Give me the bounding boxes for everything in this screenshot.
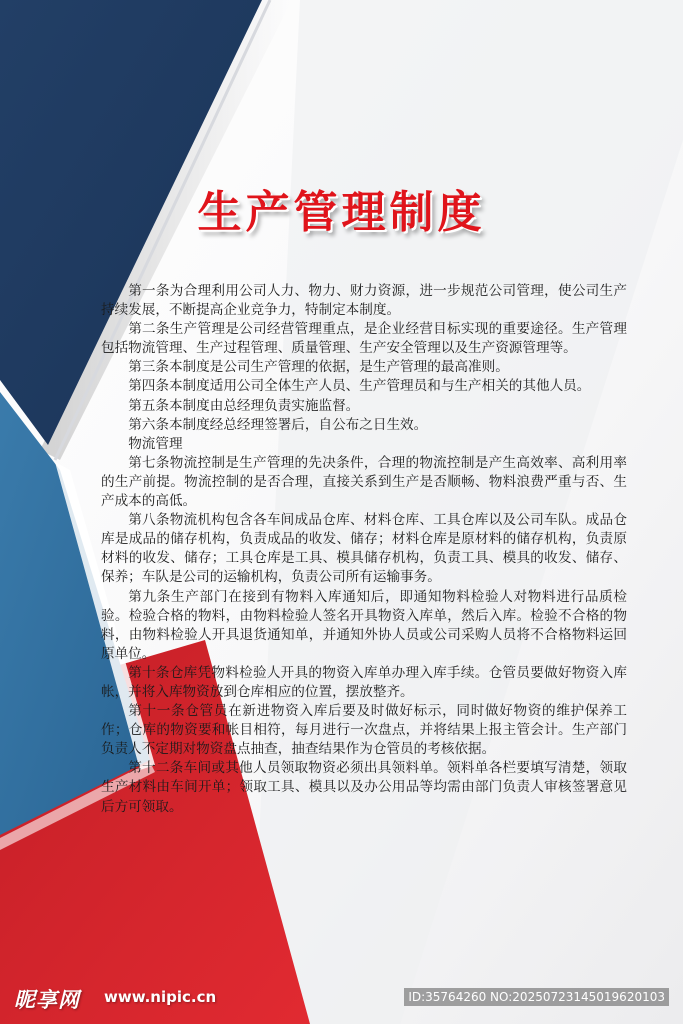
paragraph-article-3: 第三条本制度是公司生产管理的依据，是生产管理的最高准则。 <box>128 359 509 376</box>
paragraph-article-5: 第五条本制度由总经理负责实施监督。 <box>128 397 360 414</box>
paragraph-article-8: 第八条物流机构包含各车间成品仓库、材料仓库、工具仓库以及公司车队。成品仓库是成品的储存机构，负责成品的收发、储存；材料仓库是原材料的储存机构，负责原材料的收发、储存；工具仓库是工具、模具储存机构，负责工具、模具的收发、储存、保养；车队是公司的运输机构，负责公司所有运输事务。 <box>101 512 627 586</box>
paragraph-article-1: 第一条为合理利用公司人力、物力、财力资源，进一步规范公司管理，使公司生产持续发展，不断提高企业竞争力，特制定本制度。 <box>101 283 627 319</box>
paragraph-article-11: 第十一条仓管员在新进物资入库后要及时做好标示，同时做好物资的维护保养工作；仓库的物资要和帐目相符，每月进行一次盘点，并将结果上报主管会计。生产部门负责人不定期对物资盘点抽查，抽查结果作为仓管员的考核依据。 <box>101 703 627 758</box>
section-heading-logistics: 物流管理 <box>128 435 183 452</box>
paragraph-article-9: 第九条生产部门在接到有物料入库通知后，即通知物料检验人对物料进行品质检验。检验合格的物料，由物料检验人签名开具物资入库单，然后入库。检验不合格的物料，由物料检验人开具退货通知单，并通知外协人员或公司采购人员将不合格物料运回原单位。 <box>101 588 627 662</box>
paragraph-article-7: 第七条物流控制是生产管理的先决条件，合理的物流控制是产生高效率、高利用率的生产前提。物流控制的是否合理，直接关系到生产是否顺畅、物料浪费严重与否、生产成本的高低。 <box>101 454 627 510</box>
regulation-body <box>101 282 627 817</box>
paragraph-article-12: 第十二条车间或其他人员领取物资必须出具领料单。领料单各栏要填写清楚，领取生产材料由车间开单；领取工具、模具以及办公用品等均需由部门负责人审核签署意见后方可领取。 <box>101 760 627 815</box>
paragraph-article-2: 第二条生产管理是公司经营管理重点，是企业经营目标实现的重要途径。生产管理包括物流管理、生产过程管理、质量管理、生产安全管理以及生产资源管理等。 <box>101 321 627 357</box>
watermark-logo: 昵享网 <box>14 988 80 1012</box>
watermark-url[interactable]: www.nipic.cn <box>104 988 217 1006</box>
paragraph-article-10: 第十条仓库凭物料检验人开具的物资入库单办理入库手续。仓管员要做好物资入库帐，并将入库物资放到仓库相应的位置，摆放整齐。 <box>101 664 627 700</box>
page-title: 生产管理制度 <box>197 187 486 238</box>
paragraph-article-6: 第六条本制度经总经理签署后，自公布之日生效。 <box>128 416 428 433</box>
paragraph-article-4: 第四条本制度适用公司全体生产人员、生产管理员和与生产相关的其他人员。 <box>128 378 591 395</box>
watermark-id: ID:35764260 NO:20250723145019620103 <box>404 988 669 1006</box>
